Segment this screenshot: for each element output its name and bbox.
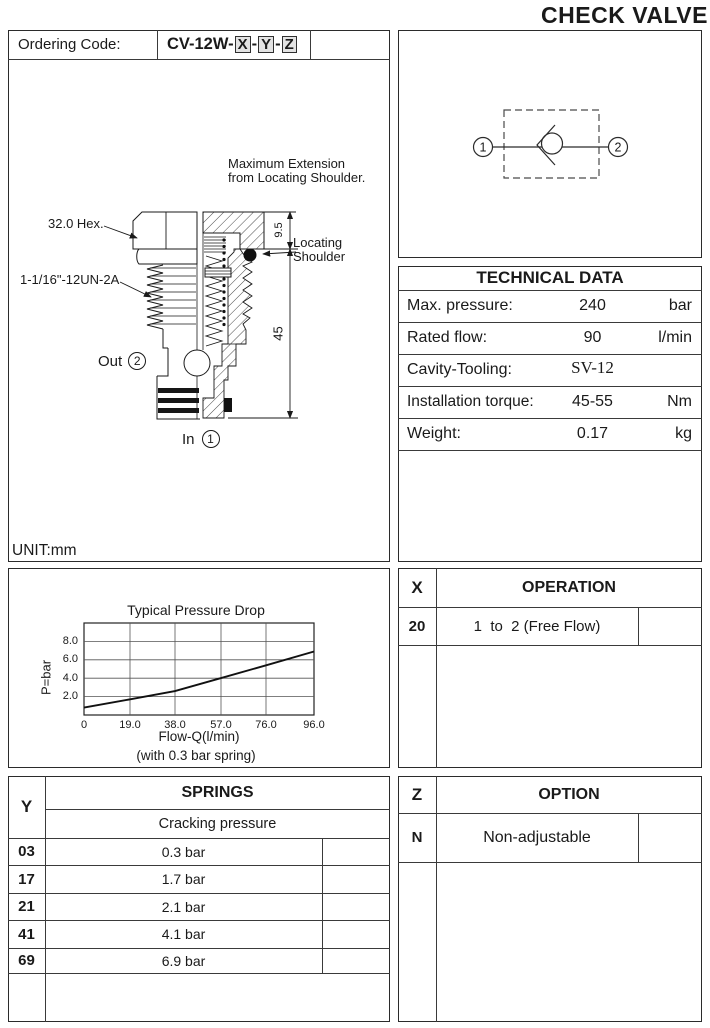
springs-subheader: Cracking pressure: [158, 815, 277, 832]
oring-lower: [224, 398, 232, 412]
ordering-code-sep2: -: [275, 35, 281, 53]
operation-row-code: 20: [408, 617, 426, 635]
tech-row-value: 45-55: [572, 393, 613, 410]
pressure-chart-grid: [84, 623, 314, 715]
chart-title: Typical Pressure Drop: [127, 602, 265, 618]
tech-row-label: Cavity-Tooling:: [407, 361, 512, 378]
tech-row-label: Installation torque:: [407, 393, 534, 410]
chart-x-axis-label: Flow-Q(l/min): [158, 729, 240, 744]
spring-row-value: 2.1 bar: [161, 898, 206, 915]
ordering-code-label: Ordering Code:: [18, 36, 121, 53]
spring-row-code: 03: [18, 843, 35, 860]
ordering-code-y: Y: [258, 36, 274, 53]
y-tick: 2.0: [62, 690, 78, 702]
oring-dot: [244, 249, 257, 262]
x-tick: 57.0: [210, 719, 232, 731]
tech-row-unit: Nm: [667, 393, 692, 410]
out-port-hole: [184, 350, 210, 376]
y-tick: 4.0: [62, 672, 78, 684]
out-port-label: Out 2: [98, 352, 146, 370]
collar-outline: [137, 249, 197, 264]
tech-row-unit: kg: [675, 425, 692, 442]
valve-section-drawing: [104, 212, 298, 419]
locating-shoulder-label: Locating Shoulder: [293, 235, 346, 264]
tech-row-value: 0.17: [576, 425, 609, 442]
spring-dots: [222, 238, 225, 326]
dim-45-label: 45: [270, 326, 286, 341]
springs-header: SPRINGS: [181, 783, 254, 801]
spring-row-value: 4.1 bar: [161, 926, 206, 942]
tech-row-label: Rated flow:: [407, 329, 488, 346]
tech-row-unit: bar: [668, 297, 692, 314]
in-port-number: 1: [202, 430, 220, 448]
tech-row-value: 90: [583, 329, 602, 346]
ordering-code-sep1: -: [251, 35, 258, 53]
check-valve-symbol: [474, 110, 628, 178]
x-tick: 0: [80, 719, 88, 731]
tech-row-value: SV-12: [571, 358, 614, 377]
poppet: [205, 268, 231, 277]
hex-size-label: 32.0 Hex.: [48, 216, 104, 231]
spring-row-code: 17: [18, 870, 35, 888]
chart-caption: (with 0.3 bar spring): [136, 748, 256, 763]
operation-row-desc: 1 to 2 (Free Flow): [473, 617, 601, 635]
in-port-label: In 1: [182, 430, 220, 448]
option-row-code: N: [411, 829, 423, 846]
ordering-code-z: Z: [282, 36, 297, 53]
spring-row-code: 41: [18, 925, 35, 943]
tech-row-label: Max. pressure:: [407, 297, 513, 314]
spring-row-code: 69: [18, 952, 35, 969]
x-tick: 76.0: [255, 719, 277, 731]
operation-header: OPERATION: [522, 578, 616, 596]
tech-row-value: 240: [579, 297, 606, 314]
thread-profile: [147, 265, 163, 329]
springs-col-letter: Y: [20, 797, 33, 816]
port1-number: 1: [479, 140, 487, 155]
leader-lines: [104, 226, 296, 297]
spring-row-value: 1.7 bar: [161, 871, 206, 887]
page-title: CHECK VALVE: [541, 2, 708, 28]
tech-row-unit: [650, 354, 692, 386]
ordering-code-prefix: CV-12W-: [167, 35, 234, 53]
y-tick: 6.0: [62, 653, 78, 665]
operation-col-letter: X: [411, 577, 423, 597]
dim-9-5-label: 9.5: [273, 222, 285, 238]
section-top-block: [203, 212, 264, 249]
option-header: OPTION: [538, 785, 600, 803]
tech-row-unit: l/min: [658, 329, 692, 346]
x-tick: 38.0: [164, 719, 186, 731]
x-tick: 19.0: [119, 719, 141, 731]
ordering-code-x: X: [235, 36, 251, 53]
thread-size-label: 1-1/16"-12UN-2A: [20, 272, 120, 287]
hex-head-outline: [133, 212, 197, 249]
y-tick: 8.0: [62, 635, 78, 647]
x-tick: 96.0: [303, 719, 325, 731]
option-row-desc: Non-adjustable: [483, 828, 591, 846]
spring-row-value: 6.9 bar: [161, 952, 206, 969]
unit-label: UNIT:mm: [12, 542, 77, 559]
tech-row-label: Weight:: [407, 425, 461, 442]
technical-data-title: TECHNICAL DATA: [476, 268, 624, 287]
max-extension-note: Maximum Extension from Locating Shoulder.: [228, 156, 366, 185]
spring-row-code: 21: [18, 898, 35, 915]
port2-number: 2: [614, 140, 622, 155]
spring-row-value: 0.3 bar: [161, 843, 206, 860]
out-port-number: 2: [128, 352, 146, 370]
chart-y-axis-label: P=bar: [38, 659, 54, 696]
option-col-letter: Z: [411, 784, 423, 804]
